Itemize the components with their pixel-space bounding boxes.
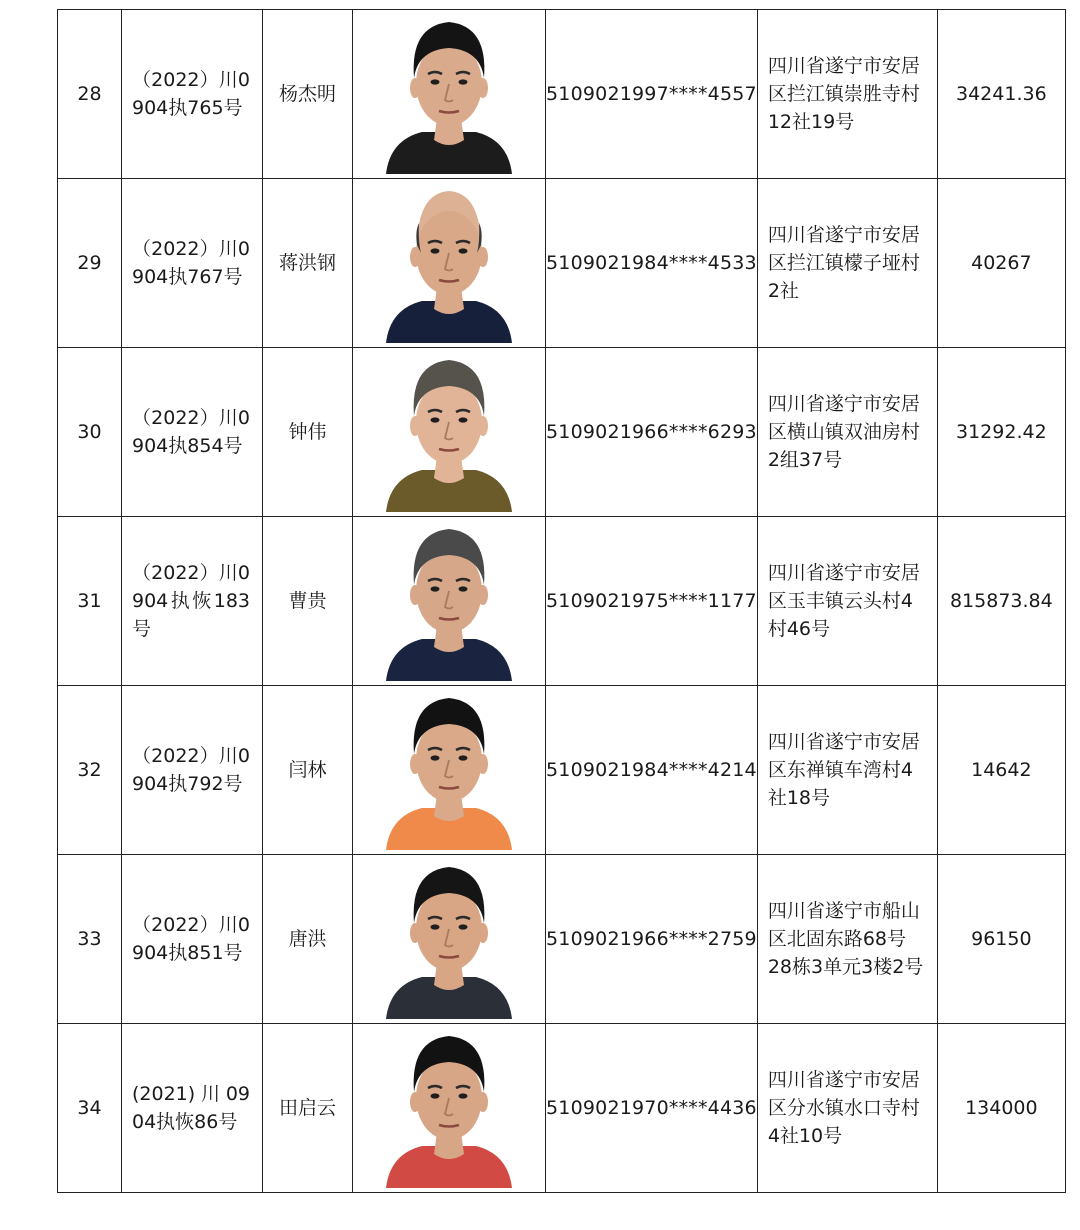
row-index-cell [58, 348, 122, 517]
case-number: （2022）川0904执767号 [132, 238, 250, 288]
id-number-cell [546, 1024, 758, 1193]
id-number-cell [546, 517, 758, 686]
person-name: 蒋洪钢 [278, 252, 336, 274]
id-number: 5109021984****4214 [546, 759, 757, 781]
person-photo-cell [353, 855, 546, 1024]
person-photo-cell [353, 686, 546, 855]
portrait-photo [382, 690, 516, 850]
case-number: （2022）川0904执792号 [132, 745, 250, 795]
amount-cell [937, 10, 1065, 179]
address: 四川省遂宁市安居区分水镇水口寺村4社10号 [767, 1069, 920, 1147]
case-number: （2022）川0904执恢183号 [132, 562, 250, 640]
person-name: 田启云 [278, 1097, 336, 1119]
address-cell [757, 179, 937, 348]
id-number: 5109021966****2759 [546, 928, 757, 950]
person-name-cell [263, 179, 353, 348]
portrait-photo [382, 1028, 516, 1188]
amount-cell [937, 855, 1065, 1024]
row-index-cell [58, 855, 122, 1024]
amount: 134000 [965, 1097, 1038, 1119]
debtor-table-body [58, 10, 1066, 1193]
person-photo-cell [353, 517, 546, 686]
case-number-cell [122, 348, 263, 517]
case-number: （2022）川0904执854号 [132, 407, 250, 457]
address-cell [757, 348, 937, 517]
case-number: （2022）川0904执765号 [132, 69, 250, 119]
id-number-cell [546, 348, 758, 517]
amount: 96150 [971, 928, 1032, 950]
address: 四川省遂宁市安居区拦江镇崇胜寺村12社19号 [767, 55, 920, 133]
row-index-cell [58, 686, 122, 855]
person-name-cell [263, 855, 353, 1024]
case-number-cell [122, 10, 263, 179]
amount-cell [937, 348, 1065, 517]
row-index-cell [58, 10, 122, 179]
address: 四川省遂宁市安居区玉丰镇云头村4村46号 [767, 562, 920, 640]
person-name-cell [263, 10, 353, 179]
row-index: 32 [77, 759, 102, 781]
amount-cell [937, 517, 1065, 686]
portrait-photo [382, 183, 516, 343]
person-name: 唐洪 [288, 928, 327, 950]
case-number-cell [122, 686, 263, 855]
id-number-cell [546, 179, 758, 348]
person-name-cell [263, 1024, 353, 1193]
amount-cell [937, 179, 1065, 348]
portrait-photo [382, 859, 516, 1019]
person-name-cell [263, 686, 353, 855]
address-cell [757, 686, 937, 855]
amount-cell [937, 686, 1065, 855]
amount-cell [937, 1024, 1065, 1193]
address: 四川省遂宁市安居区东禅镇车湾村4社18号 [767, 731, 920, 809]
table-row [58, 686, 1066, 855]
table-row [58, 10, 1066, 179]
table-row [58, 517, 1066, 686]
id-number-cell [546, 686, 758, 855]
case-number-cell [122, 179, 263, 348]
case-number-cell [122, 1024, 263, 1193]
table-row [58, 1024, 1066, 1193]
row-index-cell [58, 1024, 122, 1193]
row-index: 30 [77, 421, 102, 443]
person-name-cell [263, 348, 353, 517]
person-name: 杨杰明 [278, 83, 336, 105]
amount: 31292.42 [956, 421, 1047, 443]
case-number: （2022）川0904执851号 [132, 914, 250, 964]
person-photo-cell [353, 348, 546, 517]
person-name: 曹贵 [288, 590, 327, 612]
person-photo-cell [353, 179, 546, 348]
portrait-photo [382, 521, 516, 681]
debtor-table [57, 9, 1066, 1193]
person-photo-cell [353, 1024, 546, 1193]
table-row [58, 348, 1066, 517]
address-cell [757, 855, 937, 1024]
table-row [58, 855, 1066, 1024]
case-number: (2021)川0904执恢86号 [132, 1083, 250, 1133]
person-name: 闫林 [288, 759, 327, 781]
person-photo-cell [353, 10, 546, 179]
id-number: 5109021984****4533 [546, 252, 757, 274]
table-row [58, 179, 1066, 348]
row-index: 34 [77, 1097, 102, 1119]
address-cell [757, 10, 937, 179]
amount: 40267 [971, 252, 1032, 274]
portrait-photo [382, 352, 516, 512]
row-index: 28 [77, 83, 102, 105]
address: 四川省遂宁市安居区横山镇双油房村2组37号 [767, 393, 920, 471]
id-number: 5109021966****6293 [546, 421, 757, 443]
row-index: 33 [77, 928, 102, 950]
address-cell [757, 517, 937, 686]
id-number-cell [546, 855, 758, 1024]
address: 四川省遂宁市船山区北固东路68号28栋3单元3楼2号 [767, 900, 924, 978]
address: 四川省遂宁市安居区拦江镇檬子垭村2社 [767, 224, 920, 302]
address-cell [757, 1024, 937, 1193]
row-index-cell [58, 179, 122, 348]
amount: 815873.84 [949, 590, 1053, 612]
case-number-cell [122, 517, 263, 686]
person-name-cell [263, 517, 353, 686]
row-index: 29 [77, 252, 102, 274]
row-index-cell [58, 517, 122, 686]
amount: 34241.36 [956, 83, 1047, 105]
row-index: 31 [77, 590, 102, 612]
id-number-cell [546, 10, 758, 179]
id-number: 5109021970****4436 [546, 1097, 757, 1119]
portrait-photo [382, 14, 516, 174]
person-name: 钟伟 [288, 421, 327, 443]
case-number-cell [122, 855, 263, 1024]
id-number: 5109021997****4557 [546, 83, 757, 105]
amount: 14642 [971, 759, 1032, 781]
id-number: 5109021975****1177 [546, 590, 757, 612]
